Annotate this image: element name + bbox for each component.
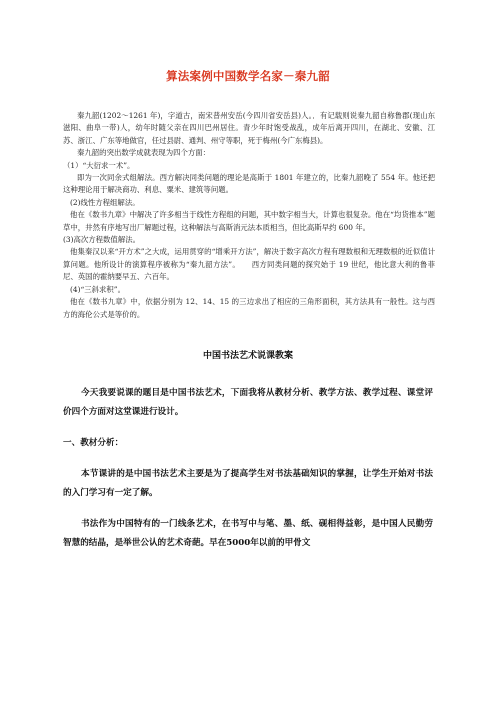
paragraph: (3)高次方程数值解法。 xyxy=(63,235,140,245)
paragraph: 秦九韶(1202～1261 年)，字道古，南宋普州安岳(今四川省安岳县)人。．有记载则说秦九韶自称鲁郡(现山东滋阳、曲阜一带)人，幼年时随父亲在四川巴州居住。青少年时饱受战乱，成年后离开四川，在湖北、安徽、江苏、浙江、广东等地做官，任过县尉、通判、州守等职，死于梅州(今广东梅县)。 xyxy=(63,111,435,145)
paragraph: （1）“大衍求一术”。 xyxy=(63,160,135,170)
section-qin-jiushao xyxy=(63,110,435,321)
paragraph: 秦九韶的突出数学成就表现为四个方面： xyxy=(77,148,211,158)
document-title: 算法案例中国数学名家－秦九韶 xyxy=(166,69,330,83)
section-calligraphy xyxy=(63,384,433,553)
paragraph: 今天我要说课的题目是中国书法艺术，下面我将从教材分析、教学方法、教学过程、课堂评价四个方面对这堂课进行设计。 xyxy=(63,388,433,417)
paragraph: (2)线性方程组解法。 xyxy=(70,197,140,207)
paragraph: 即为一次同余式组解法。西方解决同类问题的理论是高斯于 1801 年建立的，比秦九韶晚了 554 年。他还把这种理论用于解决商功、利息、粟米、建筑等问题。 xyxy=(63,173,435,195)
section-heading: 中国书法艺术说课教案 xyxy=(202,351,293,361)
paragraph: 他集秦汉以来“开方术”之大成，运用贯穿的“增乘开方法”，解决于数字高次方程有理数根和无理数根的近似值计算问题。他所设计的演算程序被称为“秦九韶方法”。 西方同类问题的探究始于 19 世纪，他比意大利的鲁菲尼、英国的霍纳要早五、六百年。 xyxy=(63,247,435,282)
paragraph: 书法作为中国特有的一门线条艺术，在书写中与笔、墨、纸、砚相得益彰，是中国人民勤劳智慧的结晶，是举世公认的艺术奇葩。早在5000年以前的甲骨文 xyxy=(63,519,433,548)
subheading: 一、教材分析： xyxy=(63,438,124,448)
paragraph: 他在《数书九章》中，依据分别为 12、14、15 的三边求出了相应的三角形面积，其方法具有一般性。这与西方的海伦公式是等价的。 xyxy=(63,297,435,319)
paragraph: 本节课讲的是中国书法艺术主要是为了提高学生对书法基础知识的掌握，让学生开始对书法的入门学习有一定了解。 xyxy=(63,469,433,498)
paragraph: 他在《数书九章》中解决了许多相当于线性方程组的问题，其中数字相当大，计算也很复杂。他在“均货推本”题草中，井然有序地写出厂解题过程，这种解法与高斯消元法本质相当，但比高斯早约 600 年。 xyxy=(63,210,435,232)
paragraph: (4)“三斜求积”。 xyxy=(70,284,125,294)
